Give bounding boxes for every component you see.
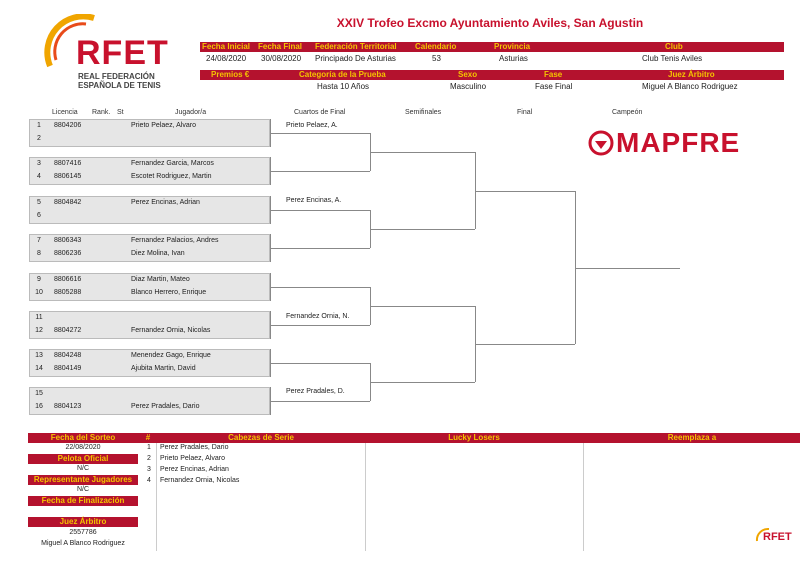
hash-header: # — [140, 433, 156, 443]
player-name[interactable]: Blanco Herrero, Enrique — [131, 288, 207, 296]
seed-number: 3 — [147, 466, 151, 473]
bottom-divider-3 — [583, 443, 584, 551]
info2-h-categoria: Categoría de la Prueba — [299, 70, 386, 79]
seed-name: Prieto Pelaez, Alvaro — [160, 455, 225, 462]
draw-position: 3 — [37, 160, 41, 167]
sf-line — [370, 229, 475, 230]
qf-winner: Fernandez Ornia, N. — [286, 313, 350, 320]
player-name[interactable]: Fernandez Palacios, Andres — [131, 237, 219, 244]
draw-position: 15 — [35, 390, 43, 397]
info2-fase: Fase Final — [535, 82, 573, 91]
juez-licencia: 2557786 — [69, 529, 97, 536]
fecha-sorteo-header: Fecha del Sorteo — [28, 433, 138, 443]
player-licencia: 8804206 — [54, 122, 82, 129]
info2-juez: Miguel A Blanco Rodriguez — [642, 82, 738, 91]
reemplaza-header: Reemplaza a — [584, 433, 800, 443]
player-name[interactable]: Perez Pradales, Dario — [131, 402, 200, 410]
player-licencia: 8804123 — [54, 402, 82, 410]
player-licencia: 8804842 — [54, 199, 82, 206]
player-licencia: 8806145 — [54, 172, 82, 180]
rfet-logo — [40, 14, 170, 94]
bottom-divider-2 — [365, 443, 366, 551]
seed-name: Perez Pradales, Dario — [160, 444, 229, 451]
draw-position: 11 — [35, 314, 43, 321]
player-licencia: 8806616 — [54, 276, 82, 283]
footer-rfet-logo — [755, 525, 799, 555]
pelota-value: N/C — [76, 465, 90, 472]
logo-sub1: REAL FEDERACIÓN — [78, 72, 155, 81]
col-champion: Campeón — [612, 109, 643, 116]
qf-winner: Perez Pradales, D. — [286, 388, 345, 395]
lucky-header: Lucky Losers — [366, 433, 582, 443]
info1-calendario: 53 — [432, 54, 441, 63]
col-licencia: Licencia — [52, 109, 78, 116]
qf-line — [270, 401, 370, 402]
draw-position: 14 — [35, 364, 43, 372]
draw-position: 2 — [37, 134, 41, 142]
champion-line — [575, 268, 680, 269]
player-name[interactable]: Perez Encinas, Adrian — [131, 199, 200, 206]
player-name[interactable]: Diaz Martin, Mateo — [131, 276, 190, 283]
draw-position: 5 — [37, 199, 41, 206]
footer-logo-text: RFET — [763, 531, 792, 543]
sf-line — [370, 382, 475, 383]
col-rank: Rank. — [92, 109, 111, 116]
player-licencia: 8804149 — [54, 364, 82, 372]
qf-line — [270, 325, 370, 326]
finalizacion-header: Fecha de Finalización — [28, 496, 138, 506]
seed-name: Fernandez Ornia, Nicolas — [160, 477, 240, 484]
info1-h-club: Club — [665, 42, 683, 51]
player-name[interactable]: Fernandez Garcia, Marcos — [131, 160, 214, 167]
col-qf: Cuartos de Final — [294, 109, 346, 116]
pelota-header: Pelota Oficial — [28, 454, 138, 464]
repr-header: Representante Jugadores — [28, 475, 138, 485]
sf-line — [370, 306, 475, 307]
player-name[interactable]: Prieto Pelaez, Alvaro — [131, 122, 196, 129]
player-licencia: 8805288 — [54, 288, 82, 296]
info2-h-premios: Premios € — [211, 70, 250, 79]
tournament-title: XXIV Trofeo Excmo Ayuntamiento Aviles, San Agustin — [336, 16, 644, 30]
final-line — [475, 344, 575, 345]
match-slot — [29, 387, 270, 415]
draw-position: 8 — [37, 249, 41, 257]
info1-provincia: Asturias — [499, 54, 528, 63]
info1-fecha-inicial: 24/08/2020 — [206, 54, 247, 63]
info1-club: Club Tenis Aviles — [642, 54, 703, 63]
player-licencia: 8804248 — [54, 352, 82, 359]
draw-position: 16 — [35, 402, 43, 410]
player-licencia: 8806236 — [54, 249, 82, 257]
col-st: St — [117, 109, 124, 116]
draw-position: 1 — [37, 122, 41, 129]
seed-number: 4 — [147, 477, 151, 484]
info1-h-provincia: Provincia — [494, 42, 531, 51]
seed-number: 2 — [147, 455, 151, 462]
final-line — [475, 191, 575, 192]
repr-value: N/C — [76, 486, 90, 493]
juez-header: Juez Árbitro — [28, 517, 138, 527]
info1-federacion: Principado De Asturias — [315, 54, 396, 63]
qf-line — [270, 363, 370, 364]
player-name[interactable]: Diez Molina, Ivan — [131, 249, 185, 257]
player-name[interactable]: Escotet Rodriguez, Martin — [131, 172, 212, 180]
info1-h-calendario: Calendario — [415, 42, 457, 51]
mapfre-logo — [588, 129, 780, 159]
player-licencia: 8806343 — [54, 237, 82, 244]
info1-h-federacion: Federación Territorial — [315, 42, 397, 51]
mapfre-text: MAPFRE — [616, 127, 741, 158]
draw-position: 6 — [37, 211, 41, 219]
qf-winner: Perez Encinas, A. — [286, 197, 342, 204]
info1-fecha-final: 30/08/2020 — [261, 54, 302, 63]
info2-categoria: Hasta 10 Años — [317, 82, 370, 91]
sf-line — [370, 152, 475, 153]
qf-line — [270, 287, 370, 288]
mapfre-emblem-icon — [588, 130, 614, 156]
qf-line — [270, 248, 370, 249]
player-name[interactable]: Fernandez Ornia, Nicolas — [131, 326, 211, 334]
seeds-header: Cabezas de Serie — [158, 433, 364, 443]
seed-number: 1 — [147, 444, 151, 451]
info2-h-juez: Juez Árbitro — [668, 70, 715, 79]
info2-sexo: Masculino — [450, 82, 487, 91]
qf-line — [270, 171, 370, 172]
draw-position: 10 — [35, 288, 43, 296]
logo-sub2: ESPAÑOLA DE TENIS — [78, 81, 161, 90]
info2-h-sexo: Sexo — [458, 70, 478, 79]
qf-line — [270, 210, 370, 211]
col-jugador: Jugador/a — [175, 109, 207, 116]
col-final: Final — [517, 109, 533, 116]
draw-position: 9 — [37, 276, 41, 283]
player-name[interactable]: Ajubita Martin, David — [131, 364, 196, 372]
col-sf: Semifinales — [405, 109, 442, 116]
draw-position: 12 — [35, 326, 43, 334]
qf-line — [270, 133, 370, 134]
draw-position: 13 — [35, 352, 43, 359]
info2-h-fase: Fase — [544, 70, 563, 79]
juez-name: Miguel A Blanco Rodriguez — [41, 540, 125, 547]
match-slot — [29, 311, 270, 339]
logo-main-text: RFET — [76, 34, 169, 72]
info1-h-fecha-final: Fecha Final — [258, 42, 303, 51]
seed-name: Perez Encinas, Adrian — [160, 466, 229, 473]
player-licencia: 8804272 — [54, 326, 82, 334]
player-licencia: 8807416 — [54, 160, 82, 167]
draw-position: 7 — [37, 237, 41, 244]
player-name[interactable]: Menendez Gago, Enrique — [131, 352, 211, 359]
draw-position: 4 — [37, 172, 41, 180]
fecha-sorteo-value: 22/08/2020 — [65, 444, 101, 451]
bottom-divider-1 — [156, 443, 157, 551]
info1-h-fecha-inicial: Fecha Inicial — [202, 42, 251, 51]
qf-winner: Prieto Pelaez, A. — [286, 122, 338, 129]
